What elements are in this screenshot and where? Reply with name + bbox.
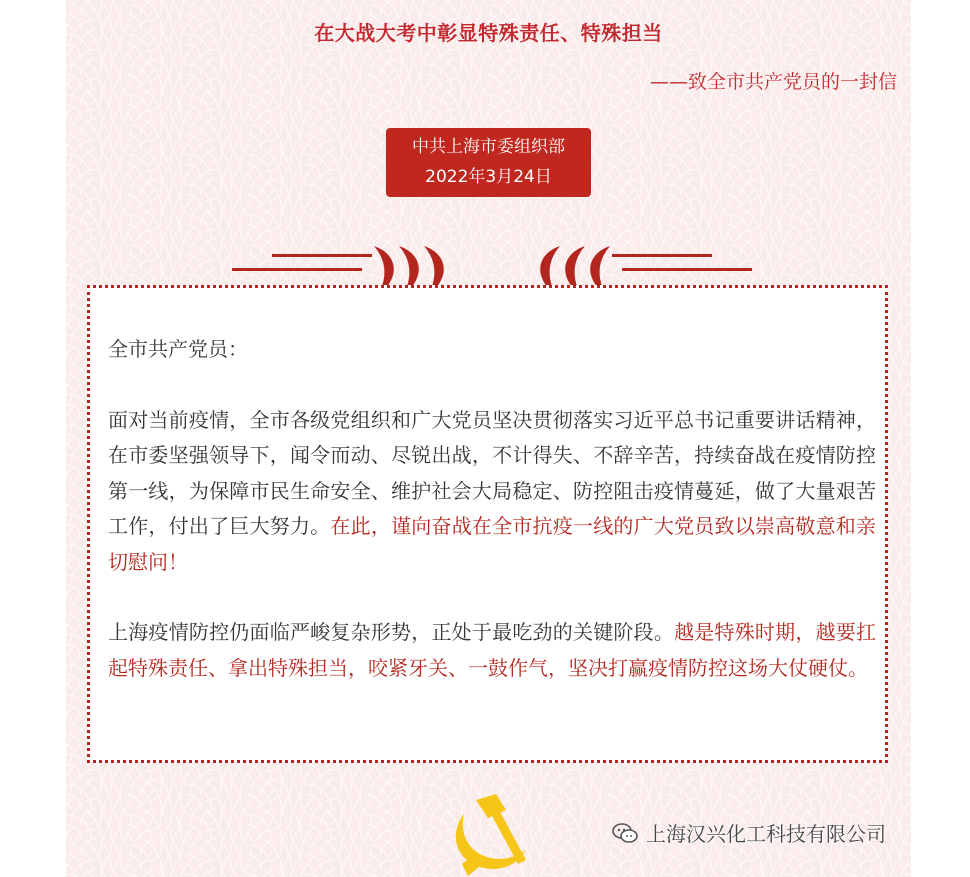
paragraph-1-highlight: 在此，谨向奋战在全市抗疫一线的广大党员致以崇高敬意和亲切慰问！ (108, 514, 877, 574)
party-emblem-icon (446, 790, 536, 877)
issue-date: 2022年3月24日 (425, 167, 552, 187)
paragraph-2-text: 上海疫情防控仍面临严峻复杂形势，正处于最吃劲的关键阶段。 (108, 620, 675, 644)
paragraph-2 (108, 615, 876, 686)
paragraph-2-highlight: 越是特殊时期，越要扛起特殊责任、拿出特殊担当，咬紧牙关、一鼓作气，坚决打赢疫情防控这场大仗硬仗。 (108, 620, 877, 680)
salutation: 全市共产党员： (108, 337, 248, 361)
paragraph-1-text: 面对当前疫情，全市各级党组织和广大党员坚决贯彻落实习近平总书记重要讲话精神，在市委坚强领导下，闻令而动、尽锐出战，不计得失、不辞辛苦，持续奋战在疫情防控第一线，为保障市民生命安全、维护社会大局稳定、防控阻击疫情蔓延，做了大量艰苦工作，付出了巨大努力。 (108, 407, 876, 538)
poster-background (66, 0, 911, 877)
issuer-badge (386, 128, 591, 197)
watermark-text: 上海汉兴化工科技有限公司 (646, 822, 886, 846)
issuer-org: 中共上海市委组织部 (412, 137, 565, 157)
source-watermark (612, 818, 886, 847)
page-subtitle: ——致全市共产党员的一封信 (649, 71, 897, 93)
wechat-icon (612, 822, 638, 844)
paragraph-1 (108, 403, 876, 581)
letter-body (108, 332, 876, 721)
page-title: 在大战大考中彰显特殊责任、特殊担当 (314, 21, 663, 45)
letter-card (87, 285, 888, 763)
